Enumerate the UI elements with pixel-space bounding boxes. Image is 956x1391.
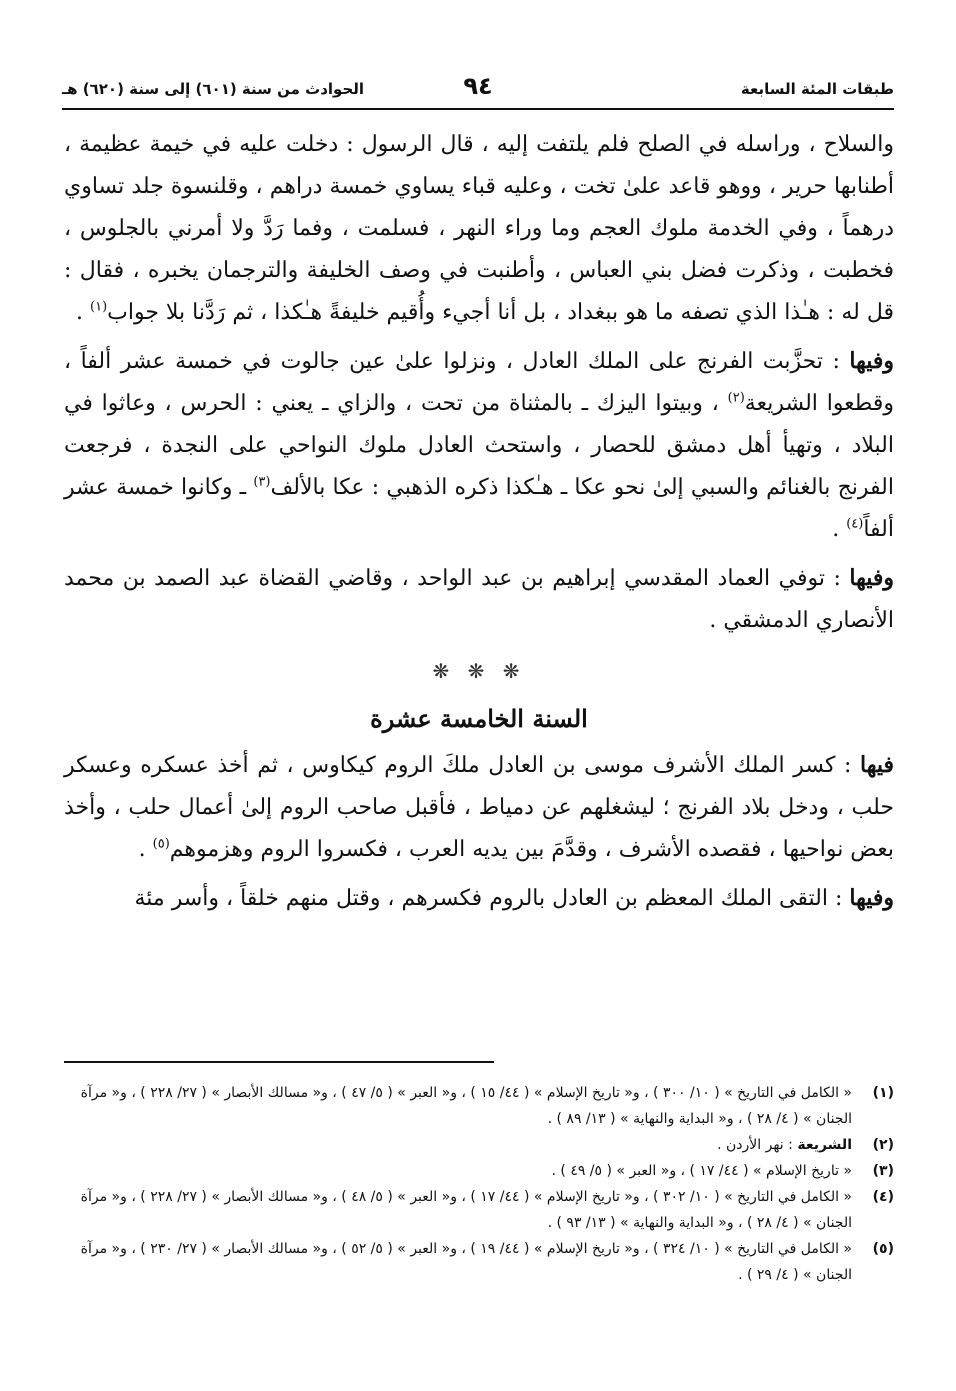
- footnote-text: « الكامل في التاريخ » ( ١٠/ ٣٢٤ ) ، و« تاريخ الإسلام » ( ٤٤/ ١٩ ) ، و« العبر » ( ٥/ ٥٢ ) ، و« مسالك الأبصار » ( ٢٧/ ٢٣٠ ) ، و« مرآة الجنان » ( ٤/ ٢٩ ) .: [80, 1241, 852, 1283]
- footnote-ref: (٣): [253, 474, 271, 490]
- footnote-label: الشريعة: [797, 1137, 852, 1153]
- running-header: [62, 70, 894, 110]
- paragraph-text: والسلاح ، وراسله في الصلح فلم يلتفت إليه ، قال الرسول : دخلت عليه في خيمة عظيمة ، أطنابها حرير ، ووهو قاعد علىٰ تخت ، وعليه قباء يساوي خمسة دراهم ، وقلنسوة جلد تساوي درهماً ، وفي الخدمة ملوك العجم وما وراء النهر ، فسلمت ، وفما رَدَّ ولا أمرني بالجلوس ، فخطبت ، وذكرت فضل بني العباس ، وأطنبت في وصف الخليفة والترجمان يخبره ، فقال : قل له : هـٰذا الذي تصفه ما هو ببغداد ، بل أنا أجيء وأُقيم خليفةً هـٰكذا ، ثم رَدَّنا بلا جواب: [64, 132, 894, 325]
- footnote-text: : نهر الأردن .: [717, 1137, 798, 1153]
- footnote-number: (٣): [872, 1163, 894, 1179]
- paragraph-3: [64, 557, 894, 642]
- section-title: السنة الخامسة عشرة: [370, 704, 588, 733]
- paragraph-lead: وفيها: [849, 885, 894, 911]
- paragraph-text: : التقى الملك المعظم بن العادل بالروم فكسرهم ، وقتل منهم خلقاً ، وأسر مئة: [134, 886, 850, 911]
- footnote-number: (٥): [872, 1241, 894, 1257]
- footnote-number: (٤): [872, 1189, 894, 1205]
- paragraph-text: : تحزَّبت الفرنج على الملك العادل ، ونزلوا علىٰ عين جالوت في خمسة عشر ألفاً ، وقطعوا الشريعة: [64, 349, 894, 416]
- footnote-number: (١): [872, 1085, 894, 1101]
- paragraph-tail: .: [138, 837, 153, 862]
- footnote-body: [64, 1132, 852, 1158]
- footnote-text: « الكامل في التاريخ » ( ١٠/ ٣٠٢ ) ، و« تاريخ الإسلام » ( ٤٤/ ١٧ ) ، و« العبر » ( ٥/ ٤٨ ) ، و« مسالك الأبصار » ( ٢٧/ ٢٢٨ ) ، و« مرآة الجنان » ( ٤/ ٢٨ ) ، و« البداية والنهاية » ( ١٣/ ٩٣ ) .: [80, 1189, 852, 1231]
- header-divider: [62, 108, 894, 110]
- main-text: [64, 124, 894, 926]
- footnote-divider: [64, 1061, 494, 1063]
- section-separator: ❋ ❋ ❋: [432, 659, 526, 683]
- footnote-number: (٢): [872, 1137, 894, 1153]
- paragraph-lead: فيها: [860, 752, 894, 778]
- paragraph-1: [64, 124, 894, 334]
- header-book-section: طبقات المئة السابعة: [740, 80, 894, 98]
- footnote-item: [64, 1158, 894, 1184]
- footnote-item: [64, 1184, 894, 1236]
- paragraph-lead: وفيها: [849, 348, 894, 374]
- footnote-item: [64, 1236, 894, 1288]
- footnote-item: [64, 1132, 894, 1158]
- footnote-ref: (٢): [727, 390, 745, 406]
- section-paragraph-1: [64, 744, 894, 871]
- page-number: ٩٤: [463, 72, 493, 100]
- footnote-ref: (١): [90, 299, 108, 315]
- paragraph-tail: .: [832, 517, 847, 542]
- paragraph-text: : توفي العماد المقدسي إبراهيم بن عبد الواحد ، وقاضي القضاة عبد الصمد بن محمد الأنصاري الدمشقي .: [64, 566, 894, 633]
- header-year-range: الحوادث من سنة (٦٠١) إلى سنة (٦٢٠) هـ: [62, 80, 365, 98]
- footnotes: [64, 1080, 894, 1288]
- section-paragraph-2: [64, 877, 894, 920]
- paragraph-2: [64, 340, 894, 551]
- footnote-item: [64, 1080, 894, 1132]
- footnote-ref: (٤): [846, 516, 864, 532]
- footnote-ref: (٥): [152, 836, 170, 852]
- footnote-text: « الكامل في التاريخ » ( ١٠/ ٣٠٠ ) ، و« تاريخ الإسلام » ( ٤٤/ ١٥ ) ، و« العبر » ( ٥/ ٤٧ ) ، و« مسالك الأبصار » ( ٢٧/ ٢٢٨ ) ، و« مرآة الجنان » ( ٤/ ٢٨ ) ، و« البداية والنهاية » ( ١٣/ ٨٩ ) .: [80, 1085, 852, 1127]
- paragraph-lead: وفيها: [849, 565, 894, 591]
- paragraph-tail: .: [76, 300, 90, 325]
- footnote-text: « تاريخ الإسلام » ( ٤٤/ ١٧ ) ، و« العبر » ( ٥/ ٤٩ ) .: [551, 1163, 852, 1179]
- paragraph-text-continued: ، وبيتوا اليزك ـ بالمثناة من تحت ، والزاي ـ يعني : الحرس ، وعاثوا في البلاد ، وتهيأ أهل دمشق للحصار ، واستحث العادل ملوك النواحي على النجدة ، فرجعت الفرنج بالغنائم والسبي إلىٰ نحو عكا ـ هـٰكذا ذكره الذهبي : عكا بالألف: [64, 391, 894, 500]
- paragraph-text-continued: ـ وكانوا خمسة عشر ألفاً: [64, 475, 894, 542]
- paragraph-text: : كسر الملك الأشرف موسى بن العادل ملكَ الروم كيكاوس ، ثم أخذ عسكره وعسكر حلب ، ودخل بلاد الفرنج ؛ ليشغلهم عن دمياط ، فأقبل صاحب الروم إلىٰ أعمال حلب ، وأخذ بعض نواحيها ، فقصده الأشرف ، وقدَّمَ بين يديه العرب ، فكسروا الروم وهزموهم: [64, 753, 894, 862]
